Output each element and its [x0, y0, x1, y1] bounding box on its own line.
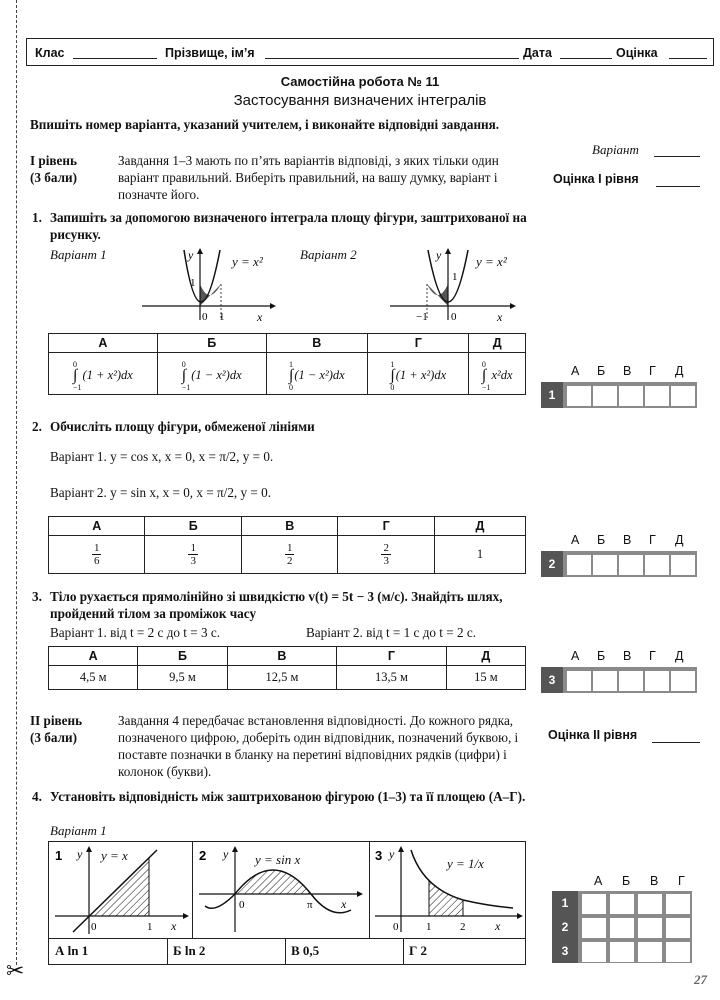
- svg-text:0: 0: [451, 311, 457, 323]
- task1-variant1-label: Варіант 1: [50, 247, 107, 262]
- task3-number: 3.: [32, 589, 42, 604]
- task1-answer-table: [48, 333, 526, 395]
- answer-cell[interactable]: [610, 918, 634, 938]
- name-label: Прізвище, ім’я: [165, 46, 255, 60]
- task4-variant1-label: Варіант 1: [50, 823, 107, 838]
- integral-answer: 1 ∫ 0 (1 + x²)dx: [368, 353, 469, 395]
- task3-text: Тіло рухається прямолінійно зі швидкістю v(t) = 5t − 3 (м/с). Знайдіть шлях, пройдений тілом за проміжок часу: [50, 589, 503, 621]
- svg-text:1: 1: [55, 848, 63, 863]
- student-header: [26, 38, 714, 66]
- task3-variant2: Варіант 2. від t = 1 с до t = 2 с.: [306, 625, 477, 640]
- answer-cell[interactable]: [666, 942, 690, 962]
- svg-text:x: x: [341, 897, 347, 911]
- svg-text:1: 1: [426, 921, 432, 933]
- svg-text:0: 0: [239, 899, 245, 911]
- answer-cell[interactable]: [619, 555, 643, 575]
- task4-answer-b: Б ln 2: [173, 943, 206, 958]
- svg-text:y: y: [223, 847, 229, 861]
- svg-text:0: 0: [91, 921, 97, 933]
- task1-variant2-label: Варіант 2: [300, 247, 357, 262]
- answer-grid-2: [541, 551, 697, 577]
- svg-text:1: 1: [190, 277, 196, 289]
- option-g: Г: [337, 647, 447, 666]
- intro-text: Впишіть номер варіанта, указаний учителем, і виконайте відповідні завдання.: [30, 117, 500, 132]
- option-a: А: [49, 334, 158, 353]
- answer-cell[interactable]: [567, 386, 591, 406]
- option-v: В: [266, 334, 367, 353]
- integral-answer: 0 ∫ −1 x²dx: [469, 353, 526, 395]
- option-g: Г: [368, 334, 469, 353]
- option-g: Г: [338, 517, 434, 536]
- option-b: Б: [157, 334, 266, 353]
- work-title: Застосування визначених інтегралів: [233, 92, 487, 109]
- level2-label: II рівень: [30, 713, 83, 728]
- value-answer: 1: [434, 536, 525, 574]
- svg-text:3: 3: [375, 848, 383, 863]
- option-a: А: [49, 647, 138, 666]
- option-v: В: [227, 647, 337, 666]
- answer-cell[interactable]: [610, 942, 634, 962]
- task4-answer-g: Г 2: [409, 943, 428, 958]
- task4-answer-a: А ln 1: [55, 943, 89, 958]
- task2-variant2: Варіант 2. y = sin x, x = 0, x = π/2, y = 0.: [50, 485, 272, 500]
- answer-cell[interactable]: [638, 894, 662, 914]
- option-b: Б: [138, 647, 227, 666]
- answer-cell[interactable]: [593, 386, 617, 406]
- task2-text: Обчисліть площу фігури, обмеженої лініями: [50, 419, 315, 434]
- svg-text:x: x: [495, 919, 501, 933]
- grade-level2-label: Оцінка II рівня: [548, 728, 638, 742]
- grid-row-number: 3: [561, 944, 569, 958]
- svg-text:x: x: [171, 919, 177, 933]
- option-a: А: [49, 517, 145, 536]
- answer-cell[interactable]: [645, 671, 669, 691]
- answer-cell[interactable]: [671, 555, 695, 575]
- name-field[interactable]: [265, 58, 519, 59]
- grid-row-number: 1: [561, 896, 569, 910]
- svg-text:0: 0: [202, 311, 208, 323]
- distance-answer: 15 м: [446, 666, 525, 690]
- answer-cell[interactable]: [593, 555, 617, 575]
- class-label: Клас: [35, 46, 65, 60]
- option-d: Д: [469, 334, 526, 353]
- fraction-answer: $\frac{2}{3}$: [338, 536, 434, 574]
- page-number: 27: [694, 972, 707, 987]
- level2-points: (3 бали): [30, 730, 77, 745]
- distance-answer: 9,5 м: [138, 666, 227, 690]
- svg-text:y: y: [188, 248, 194, 262]
- grade-field[interactable]: [669, 58, 707, 59]
- grade-level1-field[interactable]: [656, 186, 700, 187]
- svg-text:y: y: [389, 847, 395, 861]
- cut-line: [16, 0, 17, 965]
- fraction-answer: $\frac{1}{3}$: [145, 536, 241, 574]
- grade-level1-label: Оцінка I рівня: [553, 172, 639, 186]
- integral-answer: 0 ∫ −1 (1 − x²)dx: [157, 353, 266, 395]
- svg-text:−1: −1: [416, 311, 428, 323]
- task3-answer-table: [48, 646, 526, 690]
- task1-text: Запишіть за допомогою визначеного інтеграла площу фігури, заштрихованої на рисунку.: [50, 210, 527, 242]
- answer-cell[interactable]: [582, 894, 606, 914]
- graph2-label: y = x²: [476, 254, 507, 269]
- task4-number: 4.: [32, 789, 42, 804]
- answer-cell[interactable]: [671, 671, 695, 691]
- answer-cell[interactable]: [638, 942, 662, 962]
- distance-answer: 4,5 м: [49, 666, 138, 690]
- scissors-icon: ✂: [6, 958, 25, 983]
- svg-text:1: 1: [219, 311, 225, 323]
- answer-cell[interactable]: [645, 386, 669, 406]
- answer-grid-3: [541, 667, 697, 693]
- answer-cell[interactable]: [593, 671, 617, 691]
- svg-text:1: 1: [452, 271, 458, 283]
- svg-text:2: 2: [199, 848, 207, 863]
- svg-text:y: y: [436, 248, 442, 262]
- answer-cell[interactable]: [567, 671, 591, 691]
- level2-text: Завдання 4 передбачає встановлення відповідності. До кожного рядка, позначеного цифрою, доберіть один відповідник, позначений буквою, і поставте позначки в бланку на перетині відповідних рядків (цифри) і колонок (букви).: [118, 713, 519, 779]
- answer-cell[interactable]: [645, 555, 669, 575]
- answer-cell[interactable]: [671, 386, 695, 406]
- level1-text: Завдання 1–3 мають по п’ять варіантів відповіді, з яких тільки один варіант правильний. Виберіть правильний, на вашу думку, варіант і позначте його.: [118, 153, 499, 202]
- answer-cell[interactable]: [610, 894, 634, 914]
- date-field[interactable]: [560, 58, 612, 59]
- distance-answer: 12,5 м: [227, 666, 337, 690]
- variant-field[interactable]: [654, 156, 700, 157]
- level1-points: (3 бали): [30, 170, 77, 185]
- answer-cell[interactable]: [619, 671, 643, 691]
- svg-text:2: 2: [460, 921, 466, 933]
- fig2-label: y = sin x: [255, 852, 301, 867]
- answer-grid-4: [552, 891, 692, 963]
- option-b: Б: [145, 517, 241, 536]
- distance-answer: 13,5 м: [337, 666, 447, 690]
- answer-cell[interactable]: [582, 918, 606, 938]
- variant-label: Варіант: [592, 142, 639, 157]
- answer-cell[interactable]: [567, 555, 591, 575]
- grade-level2-field[interactable]: [652, 742, 700, 743]
- svg-text:x: x: [497, 310, 503, 324]
- grade-label: Оцінка: [616, 46, 658, 60]
- task3-variant1: Варіант 1. від t = 2 с до t = 3 с.: [50, 625, 221, 640]
- fig1-label: y = x: [101, 848, 128, 863]
- option-v: В: [241, 517, 337, 536]
- answer-grid-1: [541, 382, 697, 408]
- option-d: Д: [446, 647, 525, 666]
- task2-answer-table: [48, 516, 526, 574]
- fig3-label: y = 1/x: [447, 856, 484, 871]
- task4-answer-v: В 0,5: [291, 943, 320, 958]
- grid-row-number: 3: [541, 667, 563, 693]
- task2-variant1: Варіант 1. y = cos x, x = 0, x = π/2, y = 0.: [50, 449, 274, 464]
- fraction-answer: $\frac{1}{6}$: [49, 536, 145, 574]
- svg-text:0: 0: [393, 921, 399, 933]
- svg-text:π: π: [307, 899, 313, 911]
- task2-number: 2.: [32, 419, 42, 434]
- graph1-label: y = x²: [232, 254, 263, 269]
- date-label: Дата: [523, 46, 552, 60]
- svg-text:1: 1: [147, 921, 153, 933]
- class-field[interactable]: [73, 58, 157, 59]
- work-number: Самостійна робота № 11: [280, 74, 440, 89]
- grid-row-number: 2: [541, 551, 563, 577]
- task4-text: Установіть відповідність між заштрихованою фігурою (1–3) та її площею (А–Г).: [50, 789, 526, 804]
- grid-row-number: 2: [561, 920, 569, 934]
- option-d: Д: [434, 517, 525, 536]
- grid-row-number: 1: [541, 382, 563, 408]
- answer-cell[interactable]: [666, 894, 690, 914]
- fraction-answer: $\frac{1}{2}$: [241, 536, 337, 574]
- svg-text:y: y: [77, 847, 83, 861]
- svg-text:x: x: [257, 310, 263, 324]
- task1-number: 1.: [32, 210, 42, 225]
- integral-answer: 0 ∫ −1 (1 + x²)dx: [49, 353, 158, 395]
- integral-answer: 1 ∫ 0 (1 − x²)dx: [266, 353, 367, 395]
- answer-cell[interactable]: [619, 386, 643, 406]
- task4-figures: [48, 841, 526, 965]
- level1-label: I рівень: [30, 153, 77, 168]
- answer-cell[interactable]: [638, 918, 662, 938]
- answer-cell[interactable]: [666, 918, 690, 938]
- answer-cell[interactable]: [582, 942, 606, 962]
